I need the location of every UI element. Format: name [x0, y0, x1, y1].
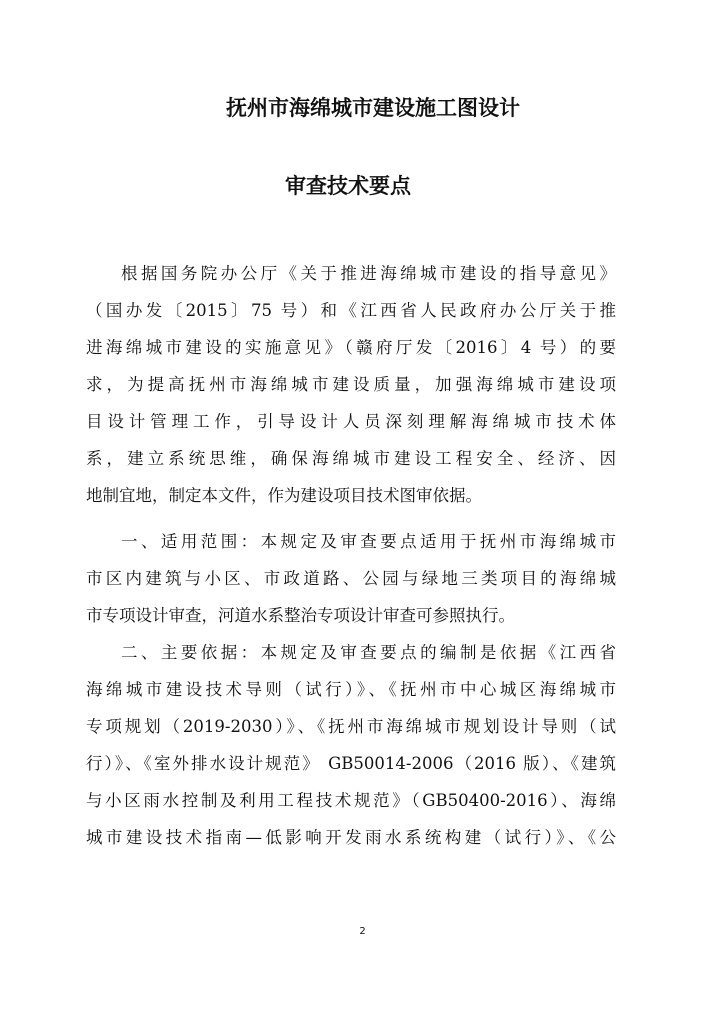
paragraph-line: 海绵城市建设技术导则（试行）》、《抚州市中心城区海绵城市	[86, 680, 616, 699]
document-title-line-1: 抚州市海绵城市建设施工图设计	[226, 96, 520, 120]
paragraph-line: 城市建设技术指南—低影响开发雨水系统构建（试行）》、《公	[86, 828, 616, 847]
paragraph-line: 求，为提高抚州市海绵城市建设质量，加强海绵城市建设项	[86, 375, 616, 394]
section-heading-line: 二、主要依据：本规定及审查要点的编制是依据《江西省	[121, 643, 616, 662]
paragraph-line: 目设计管理工作，引导设计人员深刻理解海绵城市技术体	[86, 412, 616, 431]
paragraph-line: 行）》、《室外排水设计规范》 GB50014-2006（2016 版）、《建筑	[86, 754, 616, 773]
document-title-line-2: 审查技术要点	[285, 174, 411, 198]
paragraph-line: 专项规划（2019-2030）》、《抚州市海绵城市规划设计导则（试	[86, 717, 616, 736]
section-heading-line: 一、适用范围：本规定及审查要点适用于抚州市海绵城市	[121, 532, 616, 551]
paragraph-line: 市专项设计审查，河道水系整治专项设计审查可参照执行。	[86, 606, 515, 625]
paragraph-line: 系，建立系统思维，确保海绵城市建设工程安全、经济、因	[86, 449, 616, 468]
page-number: 2	[359, 926, 366, 937]
paragraph-line: 根据国务院办公厅《关于推进海绵城市建设的指导意见》	[121, 264, 616, 283]
paragraph-line: 市区内建筑与小区、市政道路、公园与绿地三类项目的海绵城	[86, 569, 616, 588]
paragraph-line: （国办发〔2015〕75 号）和《江西省人民政府办公厅关于推	[86, 301, 616, 320]
paragraph-line: 与小区雨水控制及利用工程技术规范》（GB50400-2016）、海绵	[86, 791, 616, 810]
paragraph-line: 地制宜地，制定本文件，作为建设项目技术图审依据。	[86, 486, 482, 505]
paragraph-line: 进海绵城市建设的实施意见》（赣府厅发〔2016〕4 号）的要	[86, 338, 616, 357]
